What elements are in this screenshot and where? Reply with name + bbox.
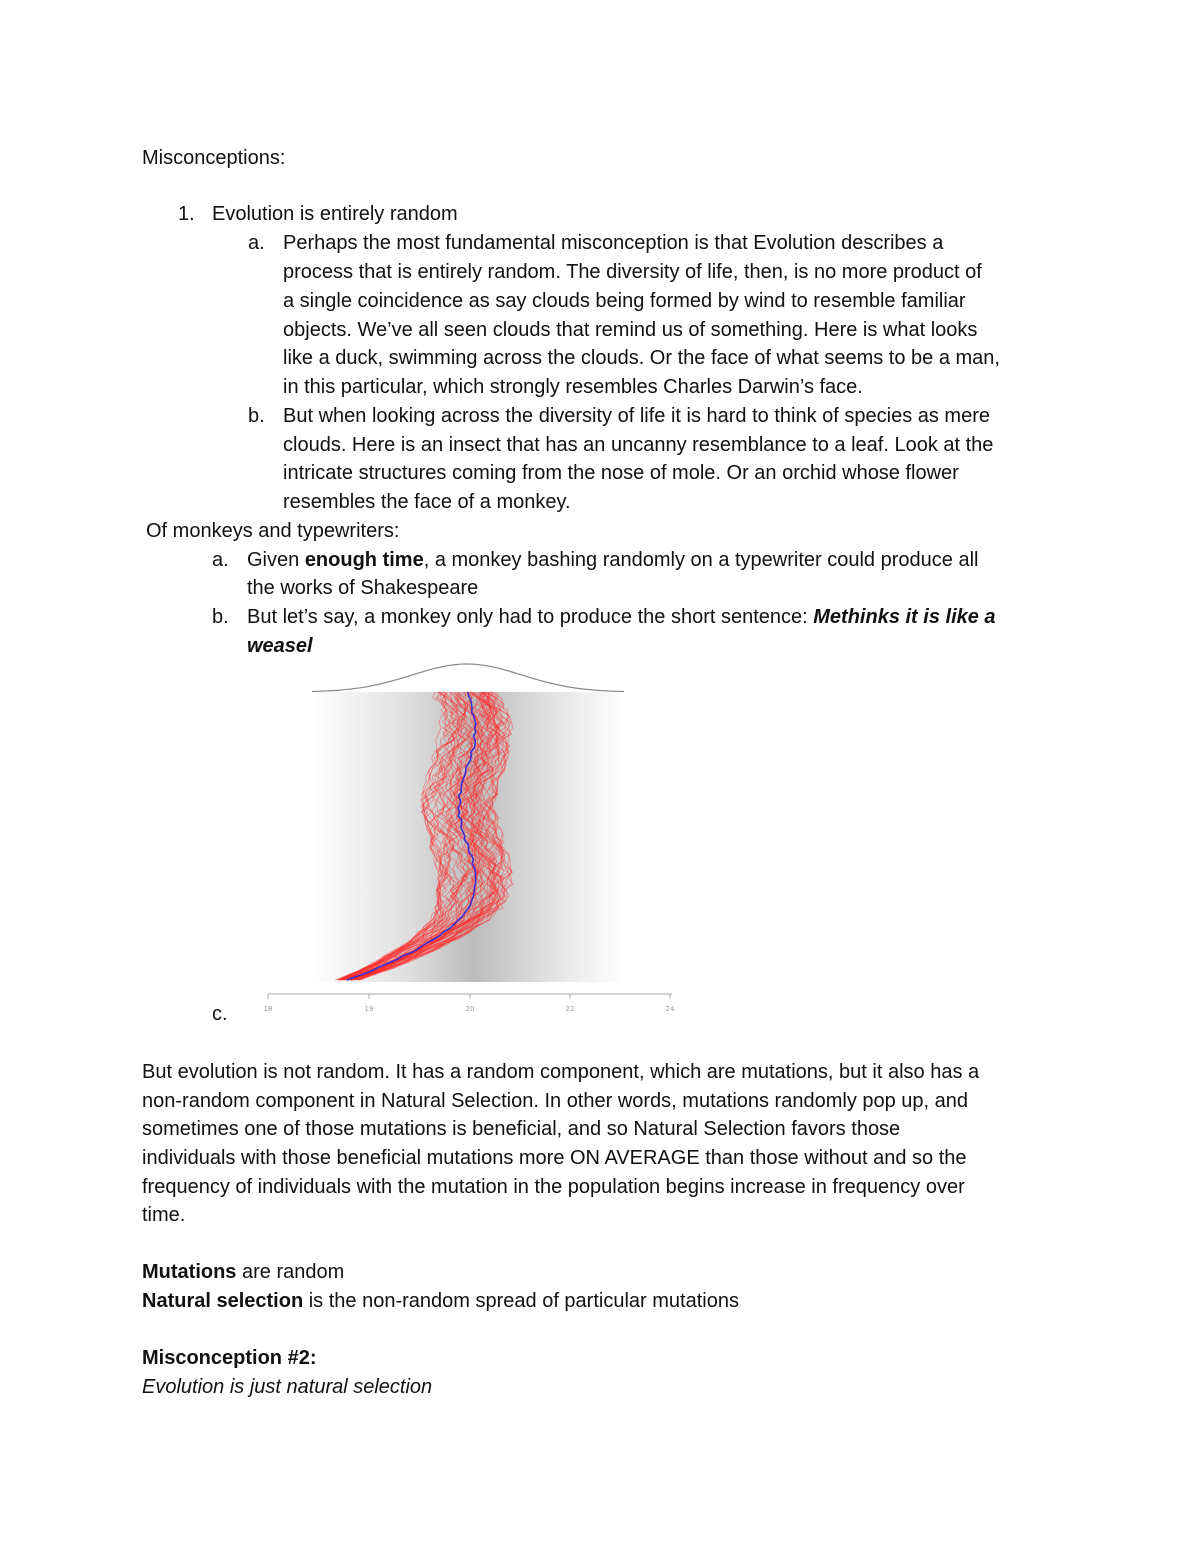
monkeys-heading: Of monkeys and typewriters: <box>146 520 400 542</box>
body-line: frequency of individuals with the mutation in the population begins increase in frequency over <box>142 1176 965 1198</box>
x-tick-label: 22 <box>565 1005 575 1013</box>
mutations-line: Mutations are random <box>142 1261 345 1283</box>
misconception2-subtitle: Evolution is just natural selection <box>142 1376 433 1398</box>
item1a-line: process that is entirely random. The diversity of life, then, is no more product of <box>283 261 982 283</box>
distribution-curve <box>312 664 624 692</box>
monkeys-a-line: Given enough time, a monkey bashing randomly on a typewriter could produce all <box>247 549 979 571</box>
list-marker-1b: b. <box>248 405 265 427</box>
item1a-line: in this particular, which strongly resembles Charles Darwin’s face. <box>283 376 863 398</box>
distribution-shading <box>312 692 624 982</box>
x-axis-ticks <box>264 994 675 1013</box>
list-marker-c: c. <box>212 1003 228 1025</box>
x-tick-label: 19 <box>364 1005 374 1013</box>
body-line: individuals with those beneficial mutations more ON AVERAGE than those without and so the <box>142 1147 967 1169</box>
misconception2-title: Misconception #2: <box>142 1347 317 1369</box>
x-tick-label: 24 <box>665 1005 675 1013</box>
monkeys-b-line2: weasel <box>247 635 313 657</box>
list-marker-a: a. <box>212 549 229 571</box>
selection-line: Natural selection is the non-random spread of particular mutations <box>142 1290 739 1312</box>
body-line: time. <box>142 1204 186 1226</box>
monkeys-a-line2: the works of Shakespeare <box>247 577 479 599</box>
item1a-line: like a duck, swimming across the clouds. Or the face of what seems to be a man, <box>283 347 1000 369</box>
item1-title: Evolution is entirely random <box>212 203 458 225</box>
body-line: sometimes one of those mutations is beneficial, and so Natural Selection favors those <box>142 1118 901 1140</box>
item1a-line: Perhaps the most fundamental misconception is that Evolution describes a <box>283 232 944 254</box>
list-marker-1a: a. <box>248 232 265 254</box>
item1a-line: a single coincidence as say clouds being formed by wind to resemble familiar <box>283 290 966 312</box>
list-marker-1: 1. <box>178 203 195 225</box>
x-tick-label: 20 <box>465 1005 475 1013</box>
random-walk-figure <box>262 660 682 1022</box>
item1a-line: objects. We’ve all seen clouds that remind us of something. Here is what looks <box>283 319 978 341</box>
item1b-line: But when looking across the diversity of life it is hard to think of species as mere <box>283 405 991 427</box>
x-tick-label: 18 <box>263 1005 273 1013</box>
item1b-line: resembles the face of a monkey. <box>283 491 571 513</box>
body-line: But evolution is not random. It has a random component, which are mutations, but it also has a <box>142 1061 980 1083</box>
list-marker-b: b. <box>212 606 229 628</box>
body-line: non-random component in Natural Selection. In other words, mutations randomly pop up, and <box>142 1090 969 1112</box>
monkeys-b-line: But let’s say, a monkey only had to produce the short sentence: Methinks it is like a <box>247 606 996 628</box>
item1b-line: intricate structures coming from the nose of mole. Or an orchid whose flower <box>283 462 959 484</box>
page-heading: Misconceptions: <box>142 147 286 169</box>
item1b-line: clouds. Here is an insect that has an uncanny resemblance to a leaf. Look at the <box>283 434 994 456</box>
